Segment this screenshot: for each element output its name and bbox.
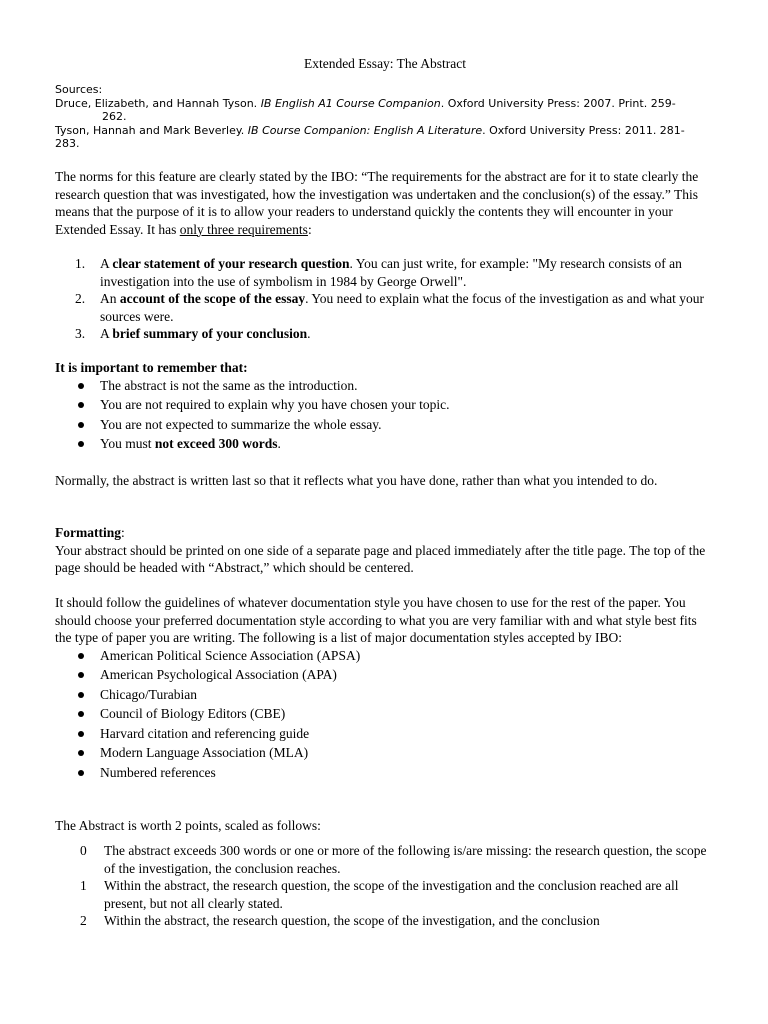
- remember-item: [55, 377, 715, 397]
- requirement-number: 1.: [75, 256, 86, 271]
- intro-underlined: only three requirements: [179, 221, 308, 237]
- source-2-title: IB Course Companion: English A Literature: [247, 123, 483, 137]
- score-number: 2: [80, 913, 87, 928]
- bullet-icon: [78, 672, 84, 678]
- source-1-publisher: . Oxford University Press: 2007. Print. 259-: [440, 96, 676, 110]
- style-item-text: Council of Biology Editors (CBE): [100, 706, 286, 722]
- intro-text: The norms for this feature are clearly stated by the IBO: “The requirements for the abstract are for it to state clearly the research question that was investigated, how the investigation was undertaken and the conclusion(s) of the essay.” This means that the purpose of it is to allow your readers to understand quickly the contents they will encounter in your Extended Essay. It has: [55, 169, 699, 237]
- requirement-item: [55, 290, 715, 325]
- remember-item: [55, 416, 715, 436]
- remember-item: [55, 435, 715, 455]
- source-1-pages-cont: 262.: [102, 110, 127, 123]
- remember-item-text: You are not expected to summarize the whole essay.: [100, 416, 382, 432]
- score-number: 0: [80, 843, 87, 858]
- requirement-post: .: [307, 326, 311, 341]
- remember-item-post: .: [277, 436, 281, 452]
- requirement-number: 3.: [75, 326, 86, 341]
- requirement-pre: A: [100, 256, 113, 271]
- sources-label: Sources:: [55, 83, 103, 96]
- worth-intro: The Abstract is worth 2 points, scaled as follows:: [55, 818, 321, 833]
- remember-heading: It is important to remember that:: [55, 360, 248, 375]
- requirement-bold: clear statement of your research question: [112, 256, 350, 271]
- source-2-publisher: . Oxford University Press: 2011. 281-: [482, 123, 685, 137]
- source-2-pages-cont: 283.: [55, 137, 80, 150]
- requirement-pre: A: [100, 326, 113, 341]
- source-1-title: IB English A1 Course Companion: [260, 96, 441, 110]
- source-1-authors: Druce, Elizabeth, and Hannah Tyson.: [55, 96, 261, 110]
- style-item: [55, 764, 715, 784]
- formatting-section: [55, 524, 715, 577]
- bullet-icon: [78, 770, 84, 776]
- bullet-icon: [78, 441, 84, 447]
- style-item: [55, 686, 715, 706]
- formatting-paragraph-2: It should follow the guidelines of whatever documentation style you have chosen to use for the rest of the paper. You should choose your preferred documentation style according to what you are very familiar with and what style best fits the type of paper you are writing. The following is a list of major documentation styles accepted by IBO:: [55, 595, 697, 645]
- formatting-colon: :: [120, 525, 125, 540]
- bullet-icon: [78, 692, 84, 698]
- requirement-pre: An: [100, 291, 120, 306]
- formatting-paragraph-1: Your abstract should be printed on one side of a separate page and placed immediately after the title page. The top of the page should be headed with “Abstract,” which should be centered.: [55, 542, 706, 575]
- source-2-authors: Tyson, Hannah and Mark Beverley.: [55, 123, 248, 137]
- styles-list: [55, 647, 715, 784]
- requirements-list: [55, 255, 715, 343]
- score-text: Within the abstract, the research question, the scope of the investigation and the conclusion reached are all present, but not all clearly stated.: [104, 878, 679, 911]
- remember-item-text: The abstract is not the same as the introduction.: [100, 377, 358, 393]
- documentation-paragraph: [55, 594, 715, 784]
- bullet-icon: [78, 750, 84, 756]
- style-item-text: Numbered references: [100, 765, 216, 781]
- requirement-item: [55, 255, 715, 290]
- scoring-list: [55, 842, 715, 930]
- remember-item-text: You must: [100, 436, 155, 452]
- score-item: [55, 877, 715, 912]
- bullet-icon: [78, 422, 84, 428]
- score-item: [55, 842, 715, 877]
- remember-section: [55, 359, 715, 455]
- requirement-post: . You can just write, for example: "My research consists of an investigation into the use of symbolism in 1984 by George Orwell".: [100, 256, 682, 289]
- intro-paragraph: [55, 168, 715, 238]
- style-item-text: American Psychological Association (APA): [100, 667, 337, 683]
- formatting-heading: Formatting: [55, 525, 121, 540]
- bullet-icon: [78, 653, 84, 659]
- style-item-text: Harvard citation and referencing guide: [100, 725, 310, 741]
- sources-section: [55, 83, 715, 151]
- intro-colon: :: [307, 221, 312, 237]
- style-item: [55, 705, 715, 725]
- score-item: [55, 912, 715, 930]
- source-entry-1: [55, 97, 715, 124]
- style-item: [55, 647, 715, 667]
- style-item-text: Modern Language Association (MLA): [100, 745, 309, 761]
- bullet-icon: [78, 383, 84, 389]
- requirement-item: [55, 325, 715, 343]
- bullet-icon: [78, 402, 84, 408]
- style-item: [55, 666, 715, 686]
- bullet-icon: [78, 731, 84, 737]
- style-item-text: Chicago/Turabian: [100, 686, 197, 702]
- score-number: 1: [80, 878, 87, 893]
- style-item: [55, 725, 715, 745]
- style-item-text: American Political Science Association (APSA): [100, 647, 361, 663]
- normally-paragraph: Normally, the abstract is written last so that it reflects what you have done, rather than what you intended to do.: [55, 473, 658, 488]
- bullet-icon: [78, 711, 84, 717]
- remember-item: [55, 396, 715, 416]
- requirement-number: 2.: [75, 291, 86, 306]
- score-text: Within the abstract, the research question, the scope of the investigation, and the conclusion: [104, 913, 600, 928]
- remember-item-text: You are not required to explain why you have chosen your topic.: [100, 397, 450, 413]
- requirement-post: . You need to explain what the focus of the investigation as and what your sources were.: [100, 291, 705, 324]
- source-entry-2: [55, 124, 715, 151]
- style-item: [55, 744, 715, 764]
- score-text: The abstract exceeds 300 words or one or more of the following is/are missing: the research question, the scope of the investigation, the conclusion reaches.: [104, 843, 707, 876]
- remember-item-bold: not exceed 300 words: [154, 436, 278, 452]
- requirement-bold: account of the scope of the essay: [119, 291, 306, 306]
- requirement-bold: brief summary of your conclusion: [112, 326, 308, 341]
- document-title: Extended Essay: The Abstract: [303, 56, 467, 71]
